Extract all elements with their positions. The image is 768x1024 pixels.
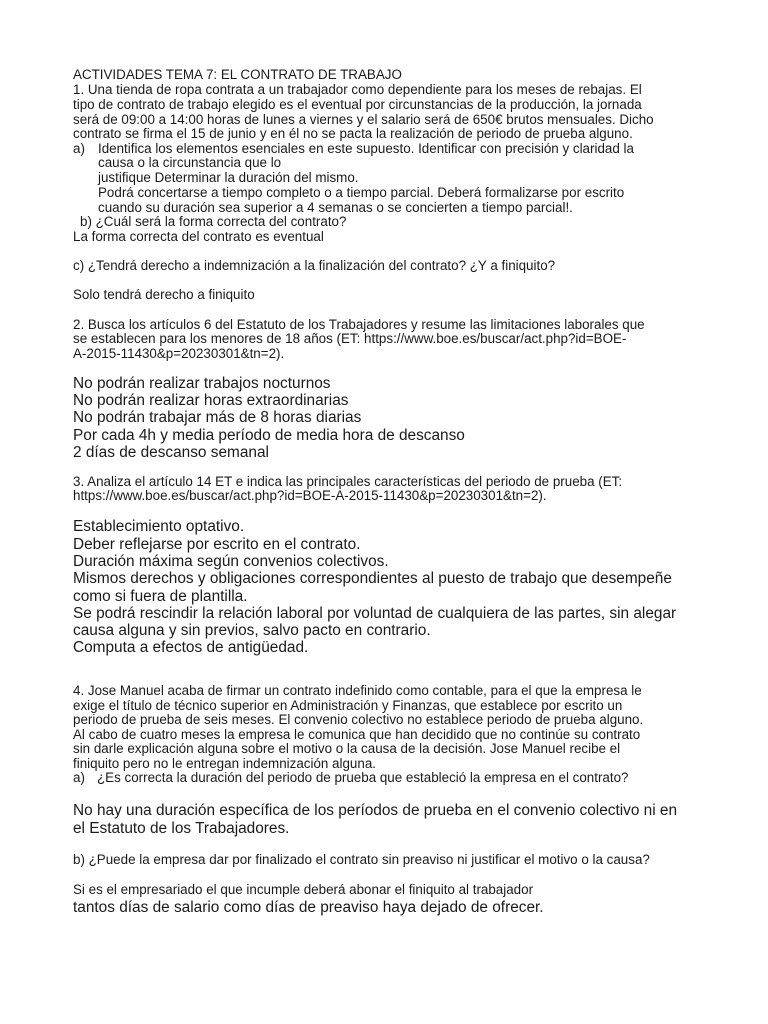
document-title: ACTIVIDADES TEMA 7: EL CONTRATO DE TRABAJO [73, 67, 402, 82]
q1-statement-line: tipo de contrato de trabajo elegido es el eventual por circunstancias de la producción, la jornada [73, 97, 642, 112]
q4-statement-line: sin darle explicación alguna sobre el motivo o la causa de la decisión. Jose Manuel recibe el [73, 741, 621, 756]
q3-answer-line: como si fuera de plantilla. [73, 588, 248, 605]
q2-answer-line: No podrán trabajar más de 8 horas diarias [73, 409, 362, 426]
q4-statement-line: Al cabo de cuatro meses la empresa le comunica que han decidido que no continúe su contrato [73, 727, 641, 742]
q1-a-line: justifique Determinar la duración del mismo. [98, 170, 359, 185]
q1-a-marker: a) [73, 141, 85, 156]
q1-a-line: Identifica los elementos esenciales en este supuesto. Identificar con precisión y claridad la [98, 141, 634, 156]
q1-b-answer: La forma correcta del contrato es eventual [73, 229, 324, 244]
q1-b-question: b) ¿Cuál será la forma correcta del contrato? [80, 214, 347, 229]
q4-a-question: ¿Es correcta la duración del periodo de prueba que estableció la empresa en el contrato? [97, 770, 629, 785]
q4-statement-line: finiquito pero no le entregan indemnización alguna. [73, 756, 376, 771]
q1-c-answer: Solo tendrá derecho a finiquito [73, 287, 255, 302]
q4-a-marker: a) [73, 770, 85, 785]
q2-answer-line: 2 días de descanso semanal [73, 444, 269, 461]
q1-statement-line: 1. Una tienda de ropa contrata a un trabajador como dependiente para los meses de rebajas. El [73, 82, 642, 97]
q3-statement-line: 3. Analiza el artículo 14 ET e indica las principales características del periodo de prueba (ET: [73, 474, 623, 489]
q1-c-question: c) ¿Tendrá derecho a indemnización a la finalización del contrato? ¿Y a finiquito? [73, 258, 556, 273]
q3-answer-line: Deber reflejarse por escrito en el contrato. [73, 536, 361, 553]
q3-answer-line: Establecimiento optativo. [73, 518, 245, 535]
q1-a-line: causa o la circunstancia que lo [98, 155, 282, 170]
q3-answer-line: causa alguna y sin previos, salvo pacto en contrario. [73, 622, 431, 639]
q4-a-answer-line: No hay una duración específica de los períodos de prueba en el convenio colectivo ni en [73, 802, 678, 819]
q1-statement-line: contrato se firma el 15 de junio y en él no se pacta la realización de periodo de prueba alguno. [73, 126, 633, 141]
q4-b-question: b) ¿Puede la empresa dar por finalizado el contrato sin preaviso ni justificar el motivo o la causa? [73, 852, 650, 867]
q4-statement-line: exige el título de técnico superior en Administración y Finanzas, que establece por escrito un [73, 698, 623, 713]
q4-a-answer-line: el Estatuto de los Trabajadores. [73, 820, 290, 837]
q2-statement-line: 2. Busca los artículos 6 del Estatuto de los Trabajadores y resume las limitaciones laborales que [73, 317, 645, 332]
q2-answer-line: Por cada 4h y media período de media hora de descanso [73, 427, 465, 444]
q4-statement-line: 4. Jose Manuel acaba de firmar un contrato indefinido como contable, para el que la empresa le [73, 683, 642, 698]
q4-b-answer-line: tantos días de salario como días de preaviso haya dejado de ofrecer. [73, 899, 544, 916]
q3-answer-line: Duración máxima según convenios colectivos. [73, 553, 389, 570]
q3-answer-line: Se podrá rescindir la relación laboral por voluntad de cualquiera de las partes, sin alegar [73, 605, 677, 622]
q3-answer-line: Mismos derechos y obligaciones correspondientes al puesto de trabajo que desempeñe [73, 570, 672, 587]
q3-answer-line: Computa a efectos de antigüedad. [73, 639, 309, 656]
q2-answer-line: No podrán realizar trabajos nocturnos [73, 375, 331, 392]
q1-a-line: cuando su duración sea superior a 4 semanas o se concierten a tiempo parcial!. [98, 200, 573, 215]
q4-statement-line: periodo de prueba de seis meses. El convenio colectivo no establece periodo de prueba alguno. [73, 712, 644, 727]
q2-answer-line: No podrán realizar horas extraordinarias [73, 392, 349, 409]
q2-statement-line: A-2015-11430&p=20230301&tn=2). [73, 346, 285, 361]
q3-statement-line: https://www.boe.es/buscar/act.php?id=BOE-A-2015-11430&p=20230301&tn=2). [73, 488, 547, 503]
q2-statement-line: se establecen para los menores de 18 años (ET: https://www.boe.es/buscar/act.php?id=BOE- [73, 331, 627, 346]
q4-b-answer-line: Si es el empresariado el que incumple deberá abonar el finiquito al trabajador [73, 882, 534, 897]
q1-a-line: Podrá concertarse a tiempo completo o a tiempo parcial. Deberá formalizarse por escrito [98, 185, 625, 200]
q1-statement-line: será de 09:00 a 14:00 horas de lunes a viernes y el salario será de 650€ brutos mensuales. Dicho [73, 112, 654, 127]
